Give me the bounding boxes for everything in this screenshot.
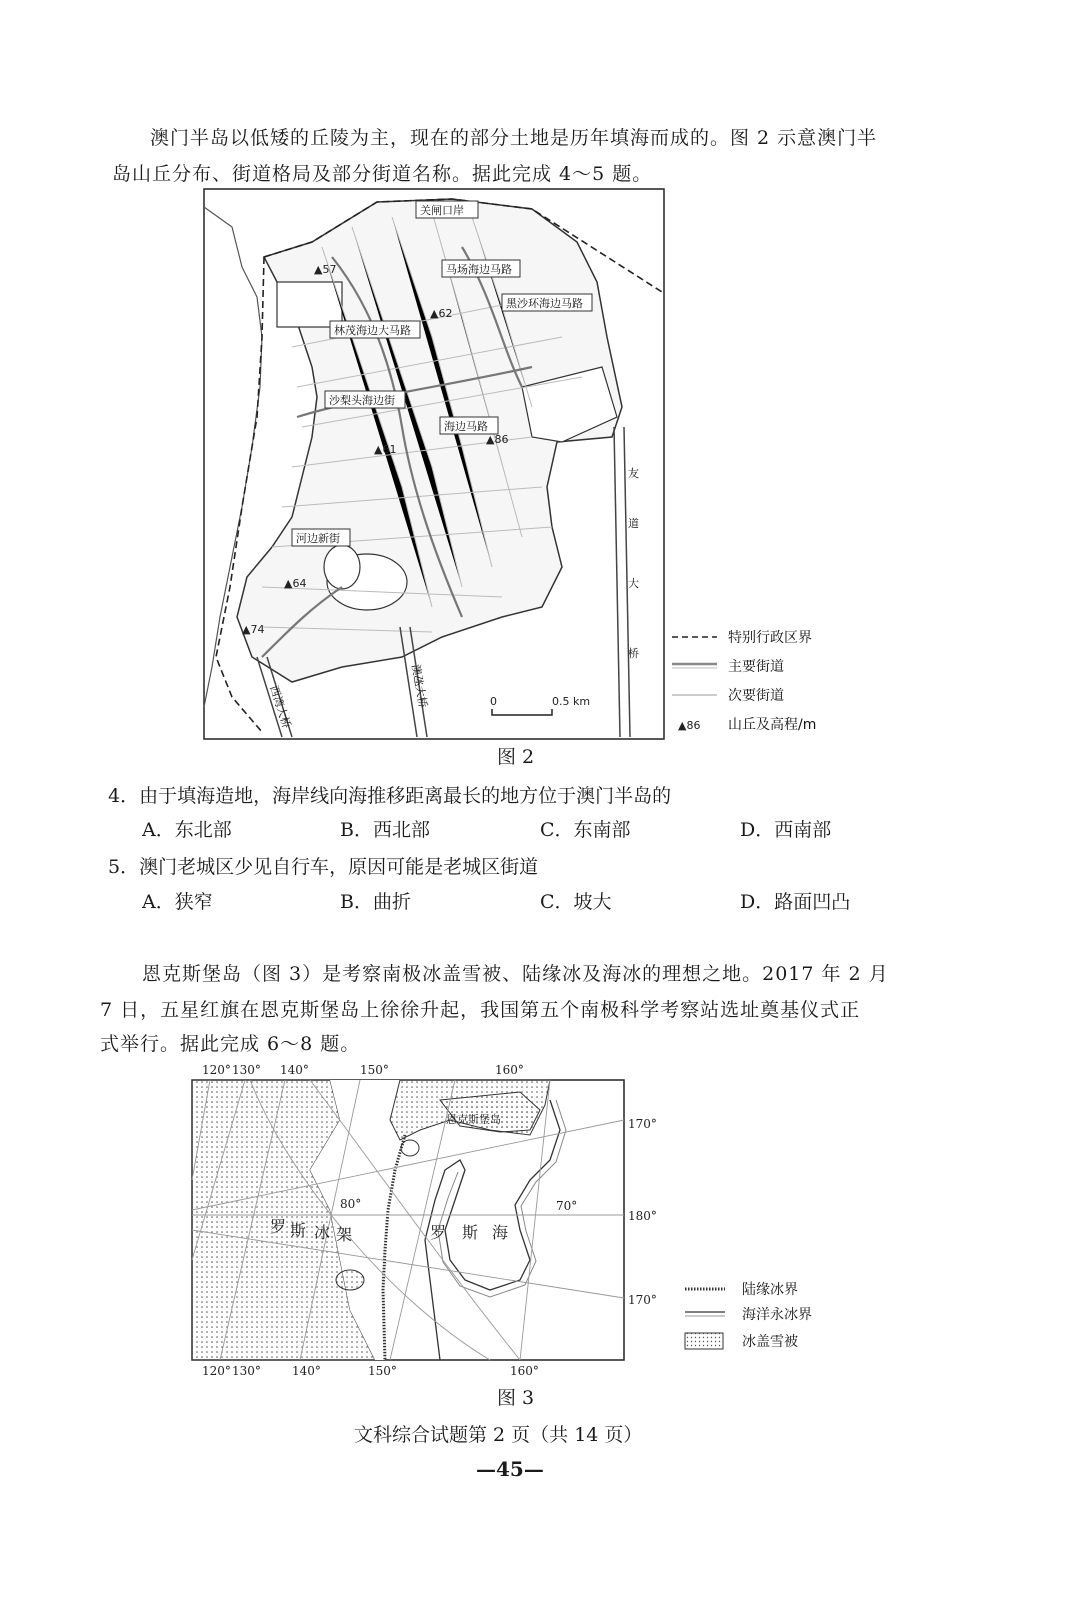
shelf-char-1: 罗: [270, 1217, 287, 1236]
q5-option-d[interactable]: D．路面凹凸: [740, 891, 851, 913]
bottom-lon-150: 150°: [368, 1364, 397, 1378]
lat-70: 70°: [556, 1199, 578, 1213]
antarctic-map-figure: [190, 1060, 840, 1380]
intro-2-line-3: 式举行。据此完成 6～8 题。: [100, 1033, 361, 1055]
hill-74: ▲74: [242, 623, 265, 636]
bridge-south: 澳氹大桥: [409, 663, 430, 709]
q4-option-c[interactable]: C．东南部: [540, 819, 631, 841]
intro-2-line-2: 7 日，五星红旗在恩克斯堡岛上徐徐升起，我国第五个南极科学考察站选址奠基仪式正: [100, 999, 861, 1021]
q5-option-b[interactable]: B．曲折: [340, 891, 411, 913]
intro-paragraph-2-l3: [100, 1029, 360, 1059]
bottom-lon-140: 140°: [292, 1364, 321, 1378]
legend-main-street: 主要街道: [728, 659, 784, 675]
lat-80: 80°: [340, 1197, 362, 1211]
sea-char-1: 罗: [430, 1223, 447, 1242]
legend-minor-street: 次要街道: [728, 688, 784, 704]
q4-option-a[interactable]: A．东北部: [142, 819, 232, 841]
top-lon-120: 120°: [202, 1063, 231, 1077]
top-lon-140: 140°: [280, 1063, 309, 1077]
map3-legend: [685, 1281, 812, 1350]
intro-1-line-2: 岛山丘分布、街道格局及部分街道名称。据此完成 4～5 题。: [112, 163, 653, 185]
bridge-east-1: 友: [628, 467, 639, 480]
street-label-3: 黑沙环海边马路: [506, 297, 583, 310]
bridge-east-2: 道: [628, 517, 639, 530]
figure-3-caption: 图 3: [497, 1387, 535, 1409]
legend-sea-ice: 海洋永冰界: [742, 1307, 812, 1323]
legend-hill: 山丘及高程/m: [728, 717, 817, 733]
bridge-southwest: 西湾大桥: [267, 683, 294, 730]
q5-option-a[interactable]: A．狭窄: [142, 891, 213, 913]
bottom-lon-160: 160°: [510, 1364, 539, 1378]
right-lon-180: 180°: [628, 1209, 657, 1223]
question-5-stem: 5．澳门老城区少见自行车，原因可能是老城区街道: [108, 856, 539, 878]
top-lon-150: 150°: [360, 1063, 389, 1077]
bridge-east-3: 大: [628, 577, 639, 590]
page-number: —45—: [476, 1457, 544, 1481]
question-4-stem: 4．由于填海造地，海岸线向海推移距离最长的地方位于澳门半岛的: [108, 785, 672, 807]
top-lon-160: 160°: [495, 1063, 524, 1077]
footer-line: 文科综合试题第 2 页（共 14 页）: [354, 1424, 643, 1446]
street-label-2: 马场海边马路: [446, 263, 512, 276]
top-lon-130: 130°: [232, 1063, 261, 1077]
legend-continental-ice: 陆缘冰界: [742, 1282, 798, 1298]
bottom-lon-130: 130°: [232, 1364, 261, 1378]
street-label-4: 林茂海边大马路: [334, 324, 411, 337]
q5-option-c[interactable]: C．坡大: [540, 891, 612, 913]
figure-2-caption: 图 2: [497, 746, 535, 768]
street-label-5: 沙梨头海边街: [329, 394, 395, 407]
sea-char-2: 斯: [462, 1223, 479, 1242]
antarctic-map: [190, 1060, 840, 1380]
shelf-char-4: 架: [336, 1225, 353, 1244]
right-lon-170b: 170°: [628, 1293, 657, 1307]
street-label-1: 关闸口岸: [420, 204, 464, 217]
intro-1-line-1: 澳门半岛以低矮的丘陵为主，现在的部分土地是历年填海而成的。图 2 示意澳门半: [150, 127, 878, 149]
map2-legend: [672, 629, 816, 733]
intro-2-line-1: 恩克斯堡岛（图 3）是考察南极冰盖雪被、陆缘冰及海冰的理想之地。2017 年 2 月: [142, 963, 889, 985]
legend-hill-sample: ▲86: [678, 719, 701, 732]
macau-map: [202, 187, 852, 747]
intro-paragraph-2-l2: [100, 995, 860, 1025]
scale-dist: 0.5 km: [552, 695, 591, 708]
sea-char-3: 海: [492, 1223, 509, 1242]
hill-61: ▲61: [374, 443, 397, 456]
legend-boundary: 特别行政区界: [728, 630, 812, 646]
macau-map-figure: [202, 187, 852, 747]
intro-paragraph-2: [142, 959, 889, 989]
q4-option-d[interactable]: D．西南部: [740, 819, 832, 841]
bridge-east-4: 桥: [628, 647, 639, 660]
hill-57: ▲57: [314, 263, 337, 276]
right-lon-170a: 170°: [628, 1117, 657, 1131]
q4-option-b[interactable]: B．西北部: [340, 819, 430, 841]
scale-zero: 0: [490, 695, 497, 708]
hill-64: ▲64: [284, 577, 307, 590]
shelf-char-2: 斯: [290, 1221, 307, 1240]
legend-ice-cover: 冰盖雪被: [742, 1334, 798, 1350]
island-label: 恩克斯堡岛: [446, 1113, 501, 1126]
street-label-6: 海边马路: [444, 420, 488, 433]
shelf-char-3: 冰: [314, 1223, 331, 1242]
intro-paragraph-1-cont: [112, 159, 652, 189]
bottom-lon-120: 120°: [202, 1364, 231, 1378]
street-label-7: 河边新街: [296, 532, 340, 545]
intro-paragraph-1: [150, 123, 877, 153]
hill-86: ▲86: [486, 433, 509, 446]
hill-62: ▲62: [430, 307, 453, 320]
